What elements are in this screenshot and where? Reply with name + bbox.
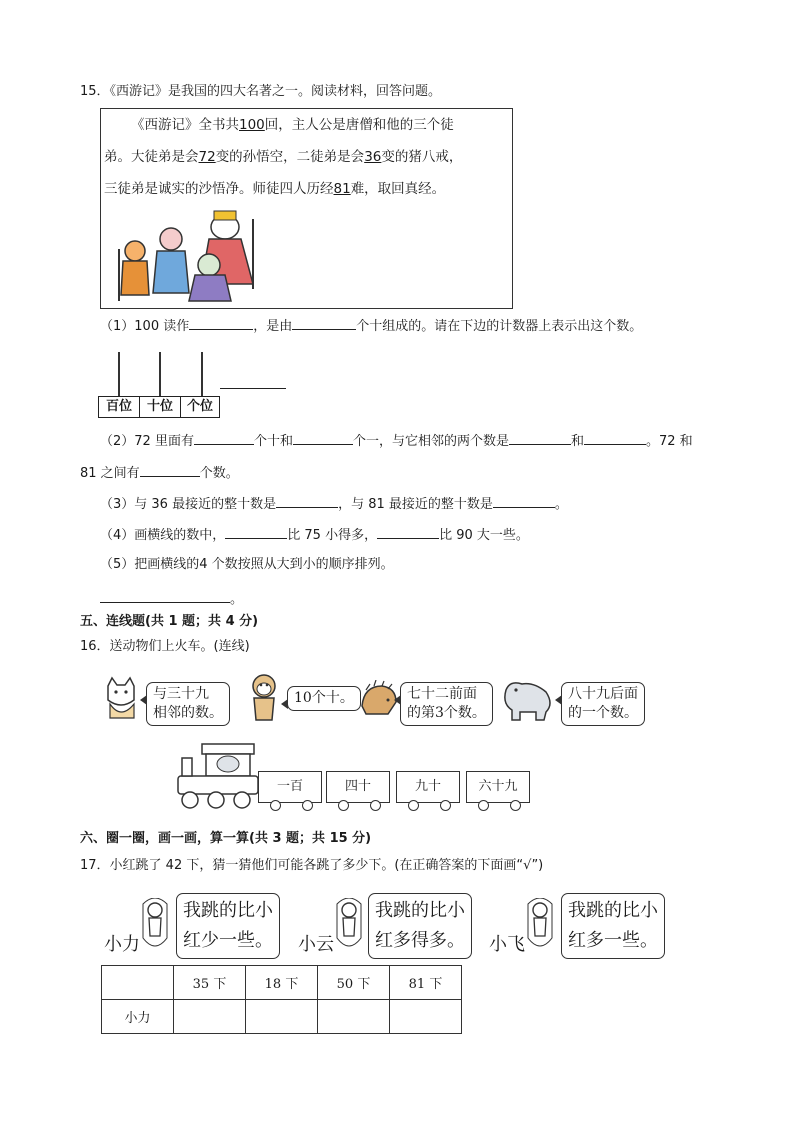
q15-part3 bbox=[100, 493, 568, 515]
table-cell: 18 下 bbox=[246, 966, 318, 1000]
table-header-row bbox=[102, 966, 462, 1000]
p2-text-a: （2）72 里面有 bbox=[100, 434, 194, 449]
jump-rope-kid-icon bbox=[140, 898, 170, 950]
underlined-number: 81 bbox=[333, 181, 351, 197]
kid-name-xiaoli: 小力 bbox=[104, 934, 140, 955]
table-cell: 50 下 bbox=[318, 966, 390, 1000]
reading-text: 三徒弟是诚实的沙悟净。师徒四人历经 bbox=[104, 181, 334, 197]
wheel bbox=[302, 800, 313, 811]
answer-blank[interactable] bbox=[100, 588, 230, 603]
answer-blank[interactable] bbox=[493, 493, 555, 508]
q15-part2 bbox=[100, 430, 693, 452]
card-text: 相邻的数。 bbox=[153, 705, 223, 721]
p2-text-g: 个数。 bbox=[199, 466, 239, 481]
train-wagon-2[interactable]: 四十 bbox=[326, 771, 390, 803]
hippo-icon bbox=[500, 678, 554, 722]
speech-text: 红少一些。 bbox=[183, 930, 273, 951]
train-wagon-1[interactable]: 一百 bbox=[258, 771, 322, 803]
wheel bbox=[440, 800, 451, 811]
speech-text: 我跳的比小 bbox=[375, 900, 465, 921]
table-cell: 小力 bbox=[102, 1000, 174, 1034]
speech-text: 我跳的比小 bbox=[568, 900, 658, 921]
answer-blank[interactable] bbox=[292, 315, 356, 330]
table-answer-cell[interactable] bbox=[246, 1000, 318, 1034]
speech-xiaoyun bbox=[368, 893, 472, 959]
p5-end: 。 bbox=[230, 592, 244, 607]
card-text: 的一个数。 bbox=[568, 705, 638, 721]
p2-text-c: 个一，与它相邻的两个数是 bbox=[352, 434, 509, 449]
p3-text-c: 。 bbox=[554, 497, 568, 512]
counter-label-tens: 十位 bbox=[139, 396, 181, 418]
answer-blank[interactable] bbox=[194, 430, 254, 445]
wheel bbox=[408, 800, 419, 811]
jump-rope-kid-icon bbox=[525, 898, 555, 950]
underlined-number: 72 bbox=[198, 149, 216, 165]
reading-line-3 bbox=[104, 179, 445, 199]
reading-material-box bbox=[100, 108, 513, 309]
answer-blank[interactable] bbox=[189, 315, 253, 330]
q17-title: 17．小红跳了 42 下，猜一猜他们可能各跳了多少下。(在正确答案的下面画“√”) bbox=[80, 858, 544, 873]
table-cell: 35 下 bbox=[174, 966, 246, 1000]
table-cell bbox=[102, 966, 174, 1000]
reading-line-2 bbox=[104, 147, 462, 167]
p4-text-c: 比 90 大一些。 bbox=[439, 528, 529, 543]
underlined-number: 100 bbox=[239, 117, 265, 133]
counter-answer-blank[interactable] bbox=[220, 388, 286, 389]
q15-part1 bbox=[100, 315, 642, 337]
answer-blank[interactable] bbox=[584, 430, 646, 445]
train-wagon-3[interactable]: 九十 bbox=[396, 771, 460, 803]
train-engine-icon bbox=[172, 742, 264, 810]
speech-text: 红多得多。 bbox=[375, 930, 465, 951]
answer-blank[interactable] bbox=[140, 462, 200, 477]
section-5-heading: 五、连线题(共 1 题；共 4 分) bbox=[80, 614, 259, 629]
card-text: 七十二前面 bbox=[407, 686, 477, 702]
reading-text: 难，取回真经。 bbox=[350, 181, 446, 197]
p4-text-b: 比 75 小得多， bbox=[287, 528, 378, 543]
speech-text: 我跳的比小 bbox=[183, 900, 273, 921]
reading-text: 回，主人公是唐僧和他的三个徒 bbox=[264, 117, 454, 133]
q15-part2-cont bbox=[80, 462, 239, 484]
card-text: 与三十九 bbox=[153, 686, 209, 702]
answer-blank[interactable] bbox=[293, 430, 353, 445]
table-row bbox=[102, 1000, 462, 1034]
wheel bbox=[510, 800, 521, 811]
q16-title: 16．送动物们上火车。(连线) bbox=[80, 639, 250, 654]
table-cell: 81 下 bbox=[390, 966, 462, 1000]
reading-line-1 bbox=[131, 115, 454, 135]
card-text: 10个十。 bbox=[294, 690, 354, 706]
q15-part4 bbox=[100, 524, 529, 546]
underlined-number: 36 bbox=[364, 149, 382, 165]
wheel bbox=[338, 800, 349, 811]
monkey-icon bbox=[244, 672, 284, 722]
p2-text-d: 和 bbox=[570, 434, 584, 449]
hedgehog-icon bbox=[358, 680, 398, 720]
wheel bbox=[478, 800, 489, 811]
card-text: 八十九后面 bbox=[568, 686, 638, 702]
section-6-heading: 六、圈一圈，画一画，算一算(共 3 题；共 15 分) bbox=[80, 831, 372, 846]
q15-part5: （5）把画横线的4 个数按照从大到小的顺序排列。 bbox=[100, 557, 394, 572]
answer-table bbox=[101, 965, 462, 1034]
table-answer-cell[interactable] bbox=[174, 1000, 246, 1034]
reading-text: 弟。大徒弟是会 bbox=[104, 149, 199, 165]
table-answer-cell[interactable] bbox=[390, 1000, 462, 1034]
animal-card-monkey[interactable] bbox=[287, 686, 361, 711]
p2-text-b: 个十和 bbox=[253, 434, 293, 449]
reading-text: 《西游记》全书共 bbox=[131, 117, 239, 133]
speech-xiaoli bbox=[176, 893, 280, 959]
answer-blank[interactable] bbox=[276, 493, 338, 508]
wheel bbox=[270, 800, 281, 811]
rod-tens[interactable] bbox=[159, 352, 161, 396]
counter-label-ones: 个位 bbox=[180, 396, 220, 418]
p1-text-a: （1）100 读作 bbox=[100, 319, 190, 334]
p1-text-c: 个十组成的。请在下边的计数器上表示出这个数。 bbox=[356, 319, 643, 334]
animal-card-cat[interactable] bbox=[146, 682, 230, 726]
speech-xiaofei bbox=[561, 893, 665, 959]
p1-text-b: ，是由 bbox=[253, 319, 293, 334]
q15-title: 15．《西游记》是我国的四大名著之一。阅读材料，回答问题。 bbox=[80, 84, 442, 99]
cat-icon bbox=[100, 676, 142, 720]
p2-text-e: 。72 和 bbox=[646, 434, 693, 449]
kid-name-xiaoyun: 小云 bbox=[298, 934, 334, 955]
rod-hundreds[interactable] bbox=[118, 352, 120, 396]
card-text: 的第3个数。 bbox=[407, 705, 486, 721]
jump-rope-kid-icon bbox=[334, 898, 364, 950]
speech-text: 红多一些。 bbox=[568, 930, 658, 951]
answer-blank[interactable] bbox=[225, 524, 287, 539]
q15-part5-answer bbox=[100, 588, 243, 610]
answer-blank[interactable] bbox=[377, 524, 439, 539]
reading-text: 变的猪八戒， bbox=[381, 149, 463, 165]
train-wagon-4[interactable]: 六十九 bbox=[466, 771, 530, 803]
journey-west-illustration bbox=[113, 209, 273, 304]
animal-card-hippo[interactable] bbox=[561, 682, 645, 726]
reading-text: 变的孙悟空，二徒弟是会 bbox=[215, 149, 365, 165]
table-answer-cell[interactable] bbox=[318, 1000, 390, 1034]
p3-text-b: ，与 81 最接近的整十数是 bbox=[338, 497, 493, 512]
animal-card-hedgehog[interactable] bbox=[400, 682, 493, 726]
counter-label-hundreds: 百位 bbox=[98, 396, 140, 418]
answer-blank[interactable] bbox=[509, 430, 571, 445]
rod-ones[interactable] bbox=[201, 352, 203, 396]
p3-text-a: （3）与 36 最接近的整十数是 bbox=[100, 497, 277, 512]
p4-text-a: （4）画横线的数中， bbox=[100, 528, 226, 543]
wheel bbox=[370, 800, 381, 811]
kid-name-xiaofei: 小飞 bbox=[489, 934, 525, 955]
p2-text-f: 81 之间有 bbox=[80, 466, 140, 481]
